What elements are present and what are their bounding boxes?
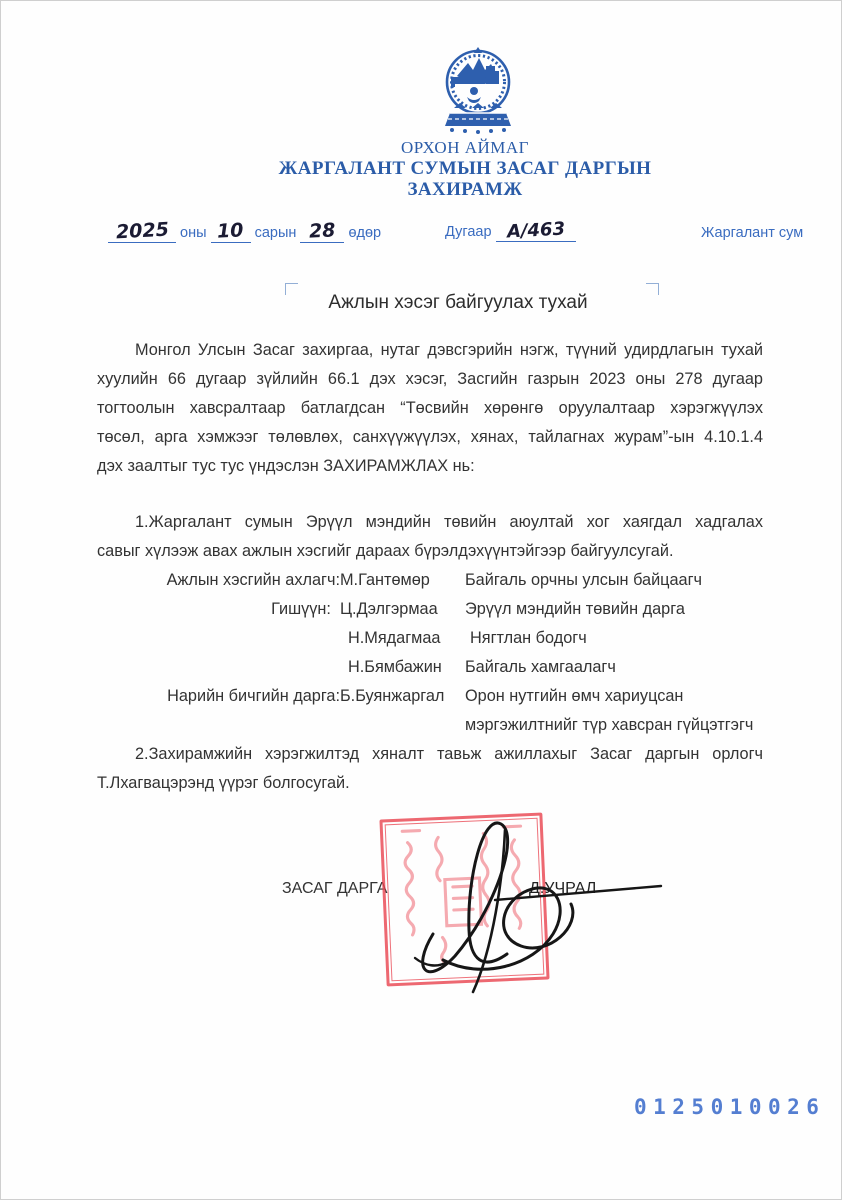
member-position: Нягтлан бодогч — [470, 629, 587, 647]
member-position: Орон нутгийн өмч хариуцсан — [465, 687, 684, 705]
day-label: өдөр — [348, 225, 382, 241]
date-number-row — [0, 216, 842, 252]
member-role: Гишүүн: — [271, 600, 340, 618]
member-name: Н.Мядагмаа — [348, 629, 441, 647]
year-handwritten: 2025 — [115, 218, 169, 244]
doc-type: ЗАХИРАМЖ — [407, 179, 523, 200]
spacer — [97, 481, 763, 508]
number-handwritten: А/463 — [506, 218, 566, 243]
year-label: оны — [180, 225, 207, 241]
signer-title: ЗАСАГ ДАРГА — [282, 880, 388, 897]
member-role: Нарийн бичгийн дарга: — [167, 687, 340, 705]
paragraph-line: хуулийн 66 дугаар зүйлийн 66.1 дэх хэсэг, Засгийн газрын 2023 оны 278 дугаар — [97, 370, 763, 388]
paragraph-line: тогтоолын хавсралтаар батлагдсан “Төсвийн хөрөнгө оруулалтаар хэрэгжүүлэх — [97, 399, 763, 417]
member-name: М.Гантөмөр — [340, 571, 430, 589]
member-name: Б.Буянжаргал — [340, 687, 445, 705]
month-label: сарын — [254, 225, 297, 241]
member-position: Байгаль хамгаалагч — [465, 658, 616, 676]
serial-number-stamp: 0125010026 — [634, 1095, 826, 1119]
clause-line: Т.Лхагвацэрэнд үүрэг болгосугай. — [97, 774, 350, 792]
location-label: Жаргалант сум — [701, 225, 804, 241]
month-handwritten: 10 — [216, 219, 245, 243]
member-name: Ц.Дэлгэрмаа — [340, 600, 438, 618]
member-position: Байгаль орчны улсын байцаагч — [465, 571, 703, 589]
member-role — [97, 624, 340, 653]
clause-line: 1.Жаргалант сумын Эрүүл мэндийн төвийн аюултай хог хаягдал хадгалах — [135, 513, 763, 531]
document-body — [97, 336, 763, 798]
date-fields — [108, 220, 381, 243]
official-stamp — [379, 813, 549, 987]
working-group-list — [97, 566, 763, 740]
member-position: мэргэжилтнийг түр хавсран гүйцэтгэгч — [465, 716, 754, 734]
document-title: Ажлын хэсэг байгуулах тухай — [328, 292, 588, 313]
number-label: Дугаар — [445, 224, 492, 240]
member-name — [340, 711, 465, 740]
day-handwritten: 28 — [308, 219, 337, 243]
region-name: ОРХОН АЙМАГ — [400, 138, 530, 157]
paragraph-line: Монгол Улсын Засаг захиргаа, нутаг дэвсгэрийн нэгж, түүний удирдлагын тухай — [135, 341, 763, 359]
paragraph-line: дэх заалтыг тус тус үндэслэн ЗАХИРАМЖЛАХ нь: — [97, 457, 475, 475]
member-role — [97, 711, 340, 740]
doc-number-field — [445, 220, 576, 242]
letterhead — [265, 138, 665, 200]
paragraph-line: төсөл, арга хэмжээг төлөвлөх, санхүүжүүлэх, хянах, тайлагнах журам”-ын 4.10.1.4 — [97, 428, 763, 446]
stamp-script-icon — [383, 816, 547, 984]
member-role: Ажлын хэсгийн ахлагч: — [166, 571, 340, 589]
member-name: Н.Бямбажин — [348, 658, 442, 676]
member-position: Эрүүл мэндийн төвийн дарга — [465, 600, 685, 618]
state-emblem-icon — [424, 46, 532, 134]
clause-line: савыг хүлээж авах ажлын хэсгийг дараах бүрэлдэхүүнтэйгээр байгуулсугай. — [97, 542, 674, 560]
clause-line: 2.Захирамжийн хэрэгжилтэд хяналт тавьж ажиллахыг Засаг даргын орлогч — [135, 745, 763, 763]
org-name: ЖАРГАЛАНТ СУМЫН ЗАСАГ ДАРГЫН — [278, 158, 652, 179]
signer-name: Д.УЧРАЛ — [529, 880, 597, 897]
member-role — [97, 653, 340, 682]
